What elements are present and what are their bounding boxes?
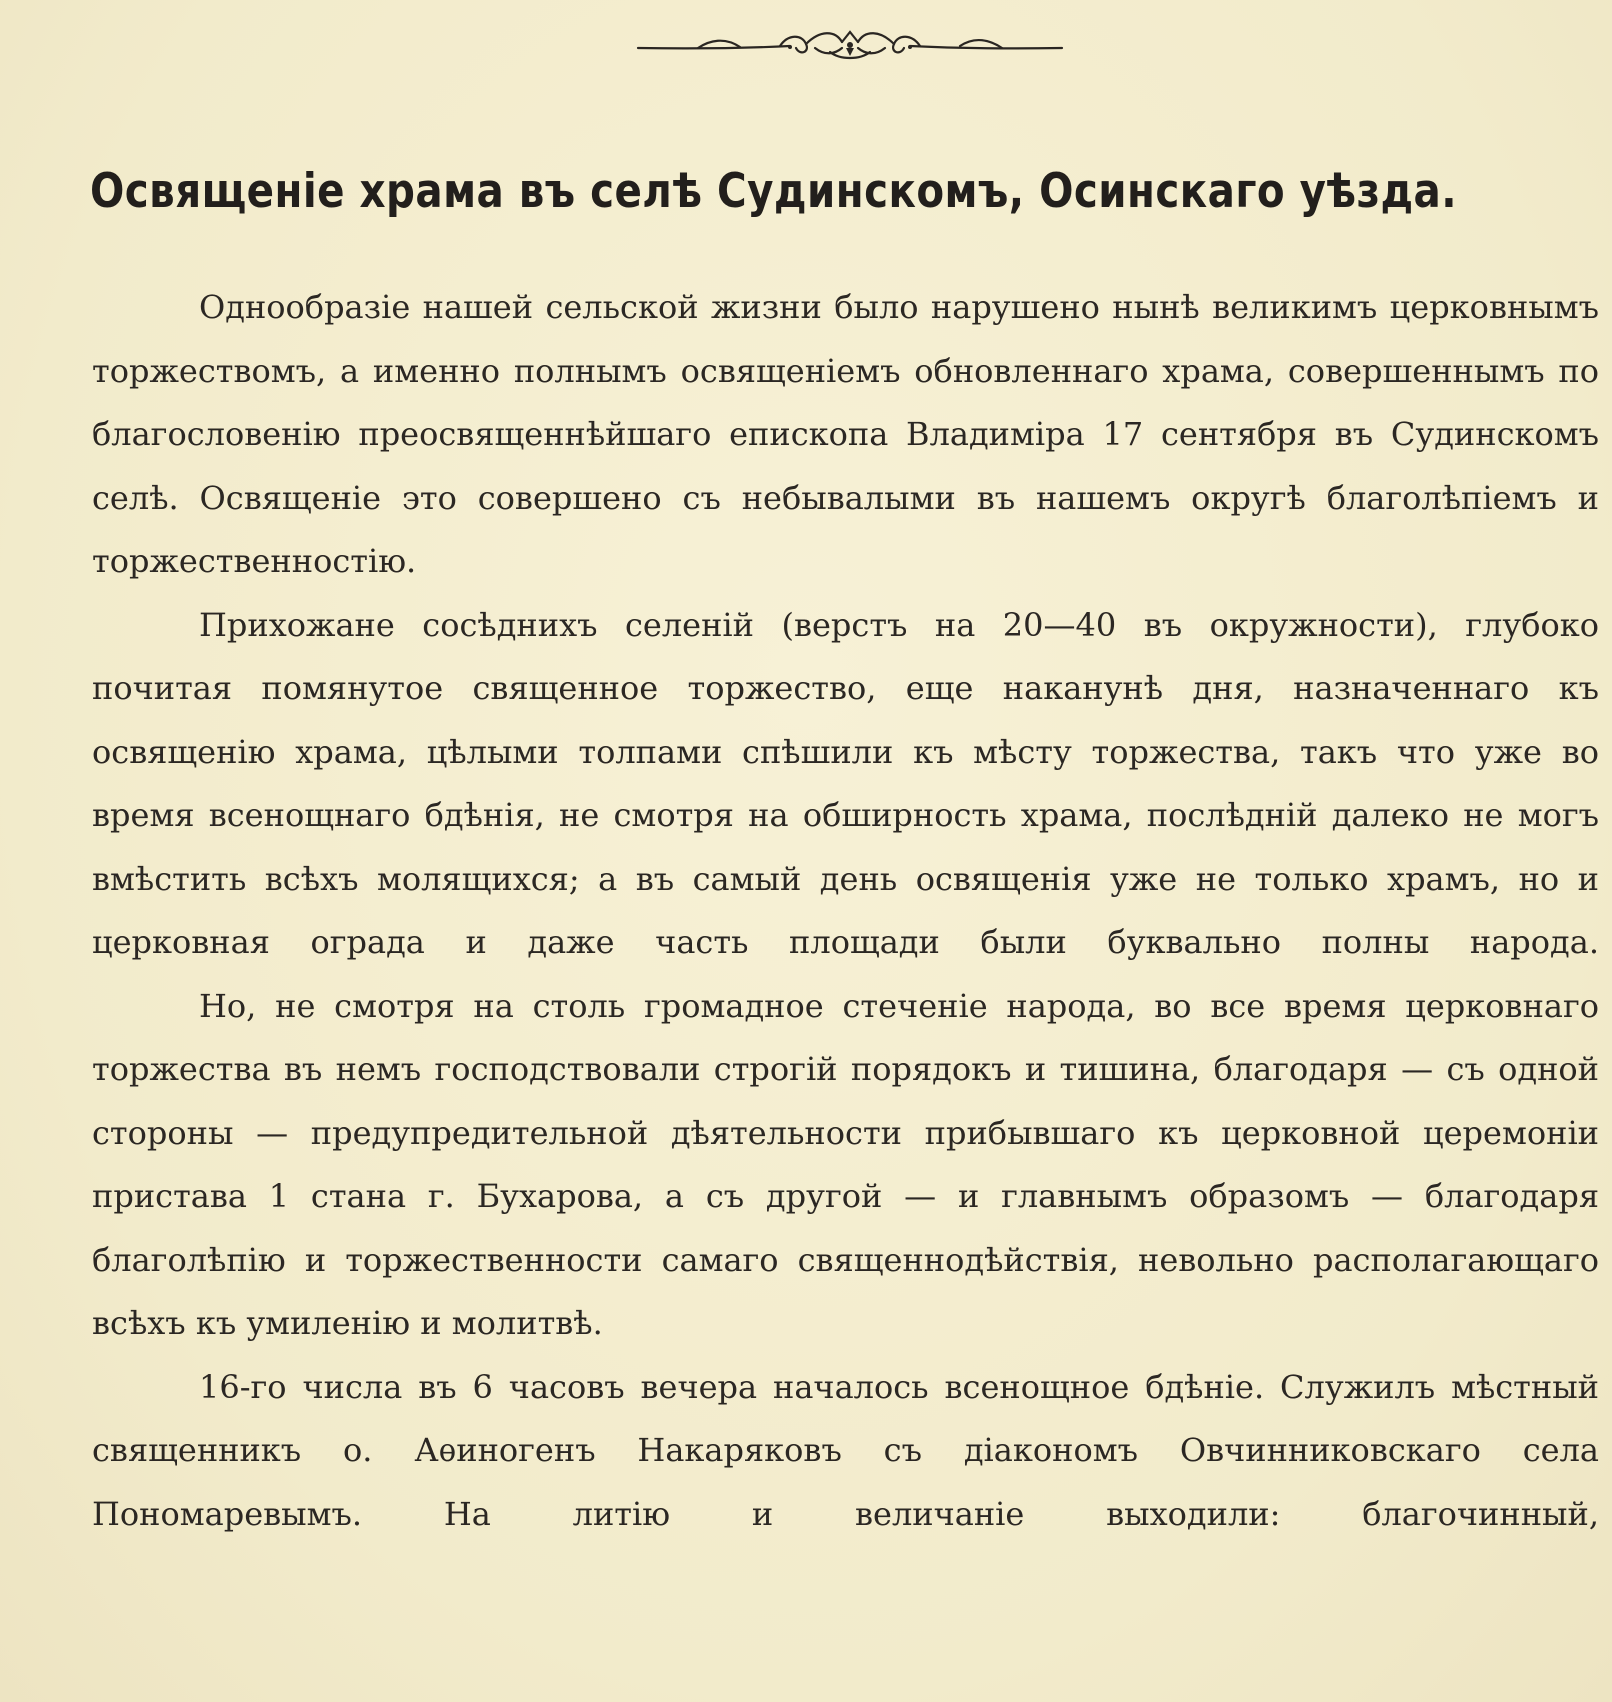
paragraph-1: Однообразіе нашей сельской жизни было нарушено нынѣ великимъ церковнымъ торжествомъ, а именно полнымъ освященіемъ обновленнаго храма, совершеннымъ по благословенію преосвященнѣйшаго епископа Владиміра 17 сентября въ Судинскомъ селѣ. Освященіе это совершено съ небывалыми въ нашемъ округѣ благолѣпіемъ и торжественностію.	[92, 288, 1599, 580]
paragraph-3: Но, не смотря на столь громадное стеченіе народа, во все время церковнаго торжества въ немъ господствовали строгій порядокъ и тишина, благодаря — съ одной стороны — предупредительной дѣятельности прибывшаго къ церковной церемоніи пристава 1 стана г. Бухарова, а съ другой — и главнымъ образомъ — благодаря благолѣпію и торжественности самаго священнодѣйствія, невольно располагающаго всѣхъ къ умиленію и молитвѣ.	[92, 986, 1599, 1342]
paragraph-2: Прихожане сосѣднихъ селеній (верстъ на 20—40 въ окружности), глубоко почитая помянутое священное торжество, еще наканунѣ дня, назначеннаго къ освященію храма, цѣлыми толпами спѣшили къ мѣсту торжества, такъ что уже во время всенощнаго бдѣнія, не смотря на обширность храма, послѣдній далеко не могъ вмѣстить всѣхъ молящихся; а въ самый день освященія уже не только храмъ, но и церковная ограда и даже часть площади были буквально полны народа.	[92, 605, 1599, 961]
decorative-ornament-icon	[630, 18, 1070, 68]
paragraph-4: 16-го числа въ 6 часовъ вечера началось всенощное бдѣніе. Служилъ мѣстный священникъ о. Аѳиногенъ Накаряковъ съ діакономъ Овчинниковскаго села Пономаревымъ. На литію и величаніе выходили: благочинный,	[92, 1367, 1599, 1533]
article-body	[92, 276, 1599, 1546]
article-title: Освященіе храма въ селѣ Судинскомъ, Осинскаго уѣзда.	[90, 164, 1458, 219]
